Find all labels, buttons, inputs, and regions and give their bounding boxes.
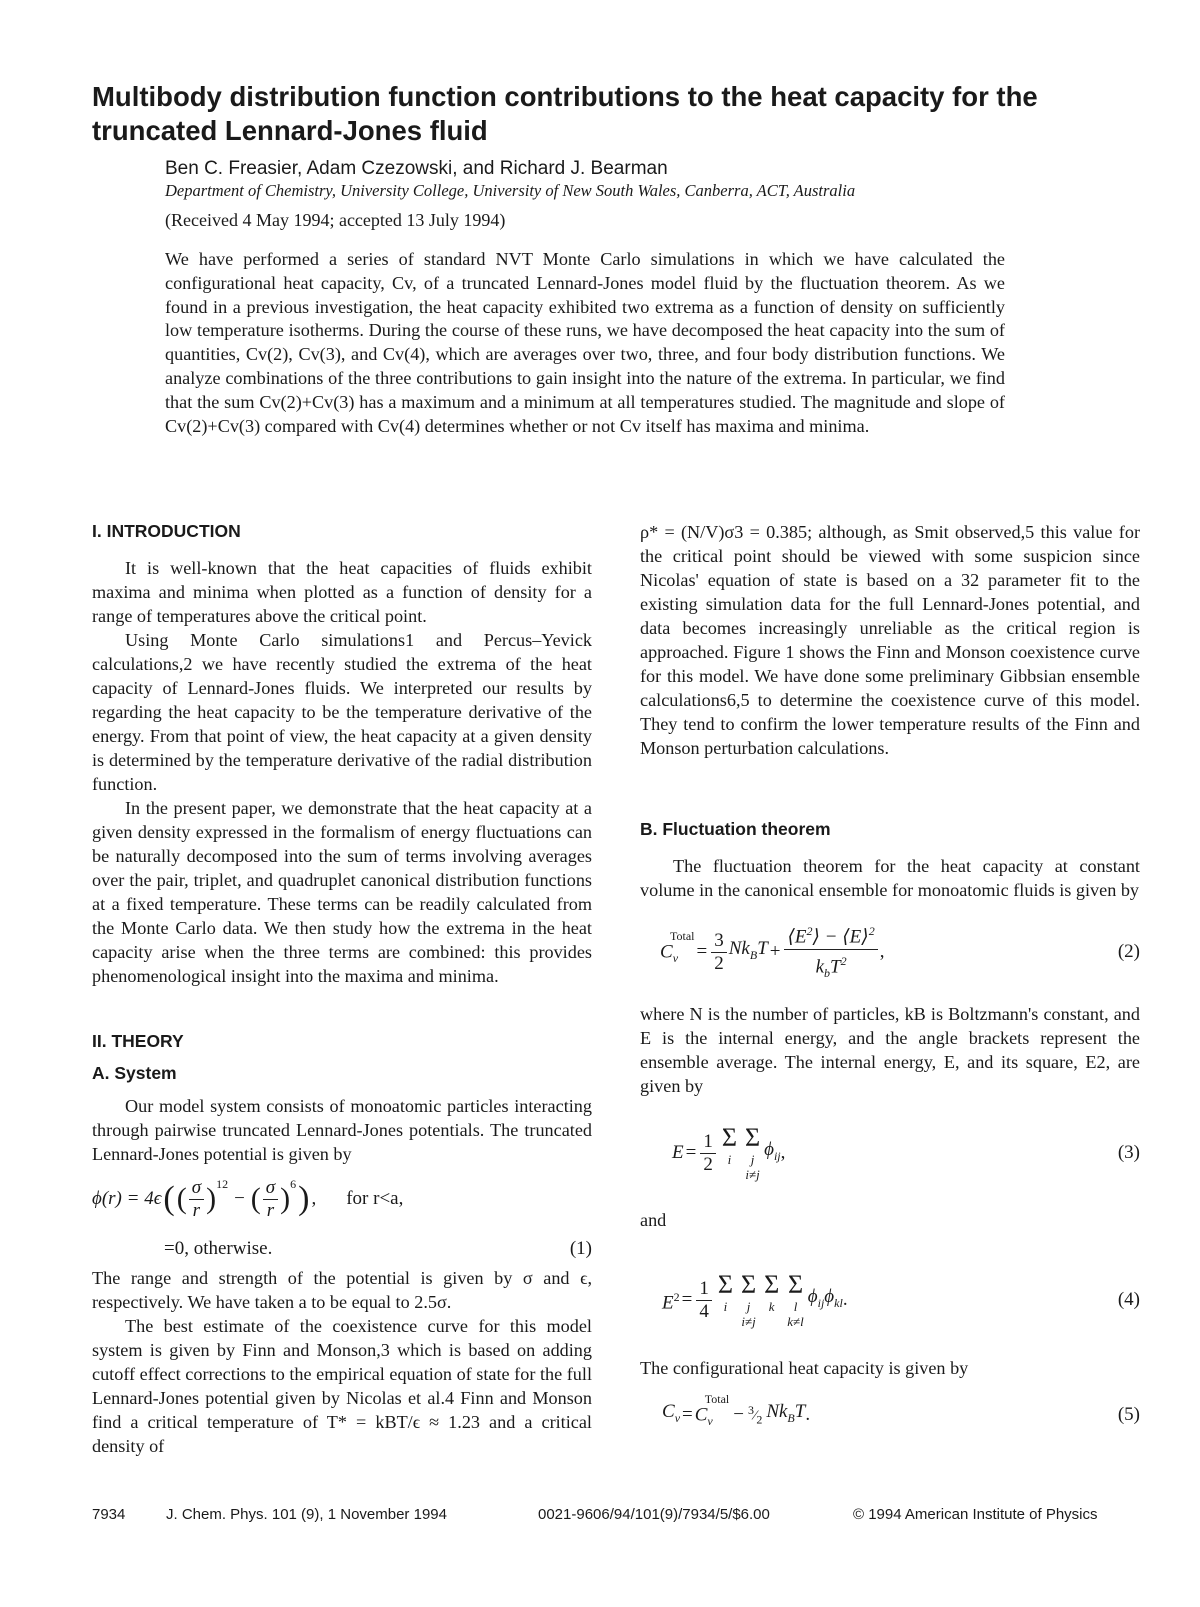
equation-2: $C_v^{Total}$ = $\frac{3}{2}$ $Nk_BT$ + $\frac{⟨E^2⟩ - ⟨E⟩^2}{k_bT^2}$ , (2) [640,902,1140,1002]
fluctuation-paragraph-2: where N is the number of particles, kB is Boltzmann's constant, and E is the internal energy, and the angle brackets represent the ensemble average. The internal energy, E, and its square, E2, are given by [640,1004,1140,1096]
equation-3: E = $\frac{1}{2}$ Σ i Σ j i≠j $\phi_{ij}$ , (3) [672,1123,1140,1182]
abstract: We have performed a series of standard NVT Monte Carlo simulations in which we have calculated the configurational heat capacity, Cv, of a truncated Lennard-Jones model fluid by the fluctuation theorem. As we found in a previous investigation, the heat capacity exhibited two extrema as a function of density on sufficiently low temperature isotherms. During the course of these runs, we have decomposed the heat capacity into the sum of quantities, Cv(2), Cv(3), and Cv(4), which are averages over two, three, and four body distribution functions. We analyze combinations of the three contributions to gain insight into the nature of the extrema. In particular, we find that the sum Cv(2)+Cv(3) has a maximum and a minimum at all temperatures studied. The magnitude and slope of Cv(2)+Cv(3) compared with Cv(4) determines whether or not Cv itself has maxima and minima. [165,249,1005,436]
section-heading-theory: II. THEORY [92,1031,184,1051]
intro-paragraph-1: It is well-known that the heat capacities of fluids exhibit maxima and minima when plotted as a function of density for a range of temperatures above the critical point. [92,558,592,626]
footer-copyright: © 1994 American Institute of Physics [853,1506,1098,1523]
equation-1-otherwise: =0, otherwise. [164,1238,273,1259]
left-column [92,520,592,1458]
authors: Ben C. Freasier, Adam Czezowski, and Richard J. Bearman [165,158,668,179]
subsection-heading-system: A. System [92,1063,177,1083]
equation-4-number: (4) [1117,1289,1140,1310]
continued-paragraph: ρ* = (N/V)σ3 = 0.385; although, as Smit observed,5 this value for the critical point should be viewed with some suspicion since Nicolas' equation of state is based on a 32 parameter fit to the existing simulation data for the full Lennard-Jones potential, and data becomes increasingly unreliable as the critical region is approached. Figure 1 shows the Finn and Monson coexistence curve for this model. We have done some preliminary Gibbsian ensemble calculations6,5 to determine the coexistence curve of this model. They tend to confirm the lower temperature results of the Finn and Monson perturbation calculations. [640,522,1140,758]
paper-title: Multibody distribution function contributions to the heat capacity for the truncated Lennard-Jones fluid [92,81,1038,146]
footer-code: 0021-9606/94/101(9)/7934/5/$6.00 [538,1506,770,1523]
fluctuation-paragraph-1: The fluctuation theorem for the heat capacity at constant volume in the canonical ensemble for monoatomic fluids is given by [640,856,1140,900]
equation-5: $C_v$ = $C_v^{Total}$ − $^3⁄_2$ $Nk_BT$ . (5) [662,1391,1140,1429]
right-column [640,520,1140,1450]
subsection-heading-fluctuation-theorem: B. Fluctuation theorem [640,819,831,839]
intro-paragraph-3: In the present paper, we demonstrate that the heat capacity at a given density expressed in the formalism of energy fluctuations can be naturally decomposed into the sum of terms involving averages over the pair, triplet, and quadruplet canonical distribution functions at a fixed temperature. These terms can be readily calculated from the Monte Carlo data. We then study how the extrema in the heat capacity arise when the three terms are combined: this provides phenomenological insight into the maxima and minima. [92,798,592,986]
fluctuation-paragraph-3: The configurational heat capacity is given by [640,1358,969,1378]
intro-paragraph-2: Using Monte Carlo simulations1 and Percus–Yevick calculations,2 we have recently studied the extrema of the heat capacity of Lennard-Jones fluids. We interpreted our results by regarding the heat capacity to be the temperature derivative of the energy. From that point of view, the heat capacity at a given density is determined by the temperature derivative of the radial distribution function. [92,630,592,794]
footer-journal: J. Chem. Phys. 101 (9), 1 November 1994 [166,1506,447,1523]
footer-page-number: 7934 [92,1506,126,1523]
equation-3-number: (3) [1117,1142,1140,1163]
section-heading-introduction: I. INTRODUCTION [92,521,241,541]
system-paragraph-3: The best estimate of the coexistence curve for this model system is given by Finn and Monson,3 which is based on adding cutoff effect corrections to the empirical equation of state for the full Lennard-Jones potential given by Nicolas et al.4 Finn and Monson find a critical temperature of T* = kBT/ϵ ≈ 1.23 and a critical density of [92,1316,592,1456]
equation-2-number: (2) [1117,941,1140,962]
affiliation: Department of Chemistry, University College, University of New South Wales, Canberra, ACT, Australia [165,181,856,200]
equation-1-number: (1) [569,1238,592,1259]
equation-4: $E^2$ = $\frac{1}{4}$ Σ i Σ j i≠j Σ k Σ l k≠l $\phi_{ij}\phi_{kl}$ . (4) [662,1270,1140,1329]
received-dates: (Received 4 May 1994; accepted 13 July 1994) [165,210,506,230]
equation-1-line-2 [92,1232,592,1266]
equation-1-lhs: ϕ(r) = 4ϵ [92,1188,162,1209]
system-paragraph-2: The range and strength of the potential is given by σ and ϵ, respectively. We have taken a to be equal to 2.5σ. [92,1268,592,1312]
system-paragraph-1: Our model system consists of monoatomic particles interacting through pairwise truncated Lennard-Jones potentials. The truncated Lennard-Jones potential is given by [92,1096,592,1164]
and-line: and [640,1210,667,1230]
equation-1: ϕ(r) = 4ϵ ( ( $\frac{\sigma}{r}$ ) $^{12}$ − ( $\frac{\sigma}{r}$ ) $^6$ ) , for r<a, [92,1176,404,1221]
equation-5-number: (5) [1117,1404,1140,1425]
equation-1-condition: for r<a, [346,1188,404,1209]
